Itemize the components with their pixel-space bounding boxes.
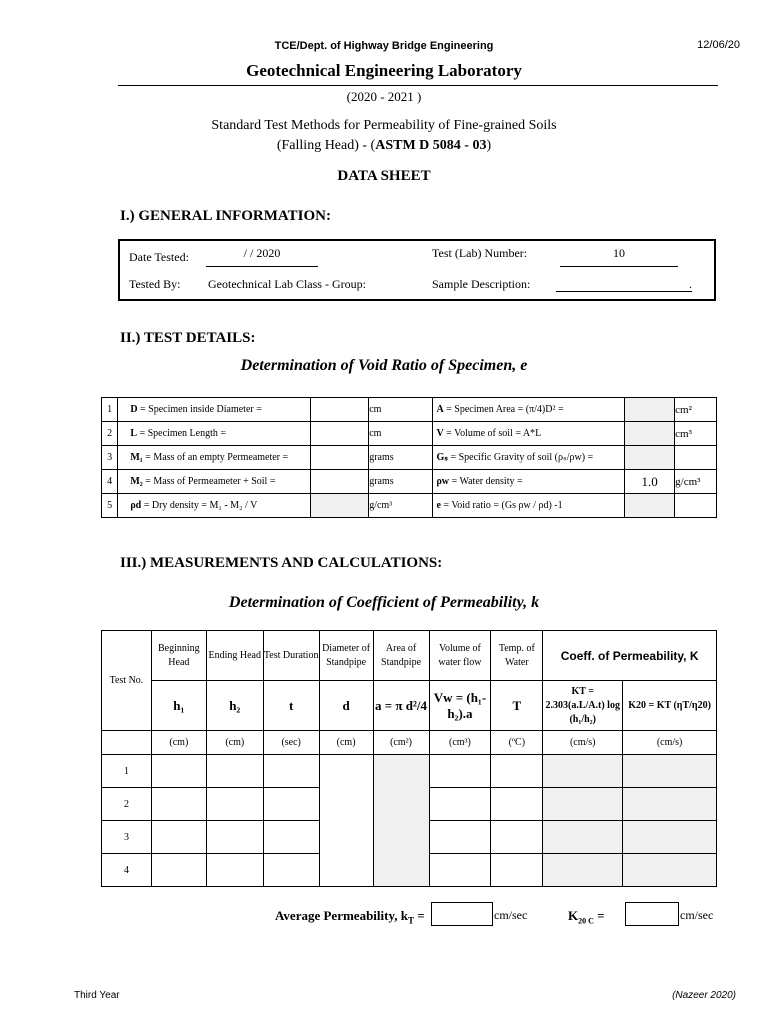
standard-title: Standard Test Methods for Permeability of Fine-grained Soils [211,118,557,133]
parameter-unit: cm [369,398,433,422]
measurement-cell[interactable] [206,854,263,887]
parameter-symbol: D [130,404,138,415]
parameter-symbol: ρd [130,500,142,511]
coeff-header: Coeff. of Permeability, K [543,631,717,681]
column-symbol: d [319,681,373,731]
column-symbol: T [491,681,543,731]
formula-unit: g/cm³ [675,470,717,494]
column-unit: (cm) [206,731,263,755]
formula-label [433,494,625,518]
parameter-input[interactable] [311,470,369,494]
formula-symbol: A [436,404,444,415]
measurement-cell[interactable] [491,788,543,821]
measurement-cell[interactable] [151,755,206,788]
parameter-label [118,398,311,422]
footer-right: (Nazeer 2020) [672,990,736,1001]
formula-text: = Specimen Area = (π/4)D² = [443,404,564,415]
column-symbol: KT = 2.303(a.L/A.t) log (h₁/h₂) [543,681,623,731]
parameter-input[interactable] [311,398,369,422]
measurement-cell[interactable] [206,788,263,821]
formula-text: = Water density = [449,476,523,487]
formula-unit [675,446,717,470]
void-ratio-row [102,398,717,422]
test-number: 3 [102,821,152,854]
date-tested-label: Date Tested: [129,250,189,264]
formula-value[interactable] [625,398,675,422]
tested-by-value[interactable]: Geotechnical Lab Class - Group: [208,277,366,291]
parameter-label [118,494,311,518]
formula-value[interactable]: 1.0 [625,470,675,494]
measurement-cell[interactable] [429,755,491,788]
measurement-cell[interactable] [263,788,319,821]
symbol-row [102,681,717,731]
measurement-cell[interactable] [151,821,206,854]
sample-description-field[interactable]: . [556,277,692,292]
sheet-title: DATA SHEET [337,168,431,184]
formula-text: = Void ratio = (Gs ρw / ρd) -1 [440,500,563,511]
column-title: Area of Standpipe [373,631,429,681]
parameter-symbol: L [130,428,137,439]
column-unit: (ºC) [491,731,543,755]
section-test-details-heading: II.) TEST DETAILS: [120,330,256,346]
column-unit: (cm³) [429,731,491,755]
parameter-input[interactable] [311,446,369,470]
measurement-cell[interactable] [623,821,717,854]
lab-title: Geotechnical Engineering Laboratory [246,61,522,80]
formula-label [433,446,625,470]
parameter-unit: grams [369,470,433,494]
column-unit: (cm) [319,731,373,755]
permeability-table [101,630,717,887]
measurement-cell[interactable] [491,821,543,854]
measurement-cell[interactable] [491,755,543,788]
formula-symbol: Gₛ [436,452,448,463]
test-number: 1 [102,755,152,788]
measurement-cell[interactable] [206,755,263,788]
column-unit: (cm/s) [543,731,623,755]
void-ratio-row [102,422,717,446]
standard-subtitle: (Falling Head) - (ASTM D 5084 - 03) [276,138,492,153]
parameter-unit: grams [369,446,433,470]
measurement-cell[interactable] [429,821,491,854]
measurement-cell[interactable] [263,755,319,788]
column-title: Ending Head [206,631,263,681]
measurement-cell[interactable] [543,821,623,854]
measurement-cell[interactable] [623,755,717,788]
formula-value[interactable] [625,494,675,518]
measurement-cell[interactable] [623,854,717,887]
formula-value[interactable] [625,422,675,446]
average-permeability-unit: cm/sec [494,908,528,922]
parameter-symbol: M₁ [130,452,143,463]
header-row [102,631,717,681]
parameter-input[interactable] [311,494,369,518]
measurement-cell[interactable] [429,788,491,821]
unit-row [102,731,717,755]
column-title: Diameter of Standpipe [319,631,373,681]
test-number: 2 [102,788,152,821]
void-ratio-row [102,494,717,518]
column-unit: (sec) [263,731,319,755]
measurement-cell[interactable] [263,821,319,854]
column-symbol: a = π d²/4 [373,681,429,731]
measurement-cell[interactable] [429,854,491,887]
row-number: 4 [102,470,118,494]
k20-input[interactable] [625,902,679,926]
test-no-header: Test No. [102,631,152,731]
parameter-label [118,422,311,446]
formula-symbol: e [436,500,441,511]
row-number: 2 [102,422,118,446]
column-title: Test Duration [263,631,319,681]
header-date: 12/06/20 [697,39,740,51]
parameter-label [118,446,311,470]
k20-label: $K_{20 C}$ = [568,908,605,926]
void-ratio-subtitle: Determination of Void Ratio of Specimen, e [240,357,528,374]
test-number: 4 [102,854,152,887]
date-tested-field[interactable]: / / 2020 [206,246,318,267]
measurement-cell[interactable] [319,755,373,887]
section-measurements-heading: III.) MEASUREMENTS AND CALCULATIONS: [120,555,443,571]
void-ratio-row [102,470,717,494]
lab-number-field[interactable]: 10 [560,246,678,267]
parameter-text: = Mass of an empty Permeameter = [142,452,289,463]
parameter-text: = Specimen Length = [136,428,227,439]
formula-text: = Specific Gravity of soil (ρₛ/ρw) = [447,452,594,463]
measurement-cell[interactable] [151,854,206,887]
sample-description-label: Sample Description: [432,277,531,291]
parameter-text: = Mass of Permeameter + Soil = [142,476,276,487]
unit-spacer [102,731,152,755]
measurement-cell[interactable] [491,854,543,887]
column-title: Temp. of Water [491,631,543,681]
formula-label [433,398,625,422]
formula-unit [675,494,717,518]
column-unit: (cm/s) [623,731,717,755]
average-permeability-input[interactable] [431,902,493,926]
measurement-cell[interactable] [543,755,623,788]
measurement-cell[interactable] [543,788,623,821]
formula-unit: cm³ [675,422,717,446]
measurement-cell[interactable] [206,821,263,854]
parameter-label [118,470,311,494]
section-general-heading: I.) GENERAL INFORMATION: [120,208,331,224]
column-title: Beginning Head [151,631,206,681]
void-ratio-table [101,397,717,518]
standard-code: ASTM D 5084 - 03 [375,138,487,153]
column-symbol: Vw = (h₁-h₂).a [429,681,491,731]
formula-label [433,470,625,494]
test-row [102,755,717,788]
formula-text: = Volume of soil = A*L [443,428,542,439]
column-unit: (cm) [151,731,206,755]
academic-year: (2020 - 2021 ) [346,89,422,104]
department-name: TCE/Dept. of Highway Bridge Engineering [274,40,494,52]
title-divider [118,85,718,86]
void-ratio-row [102,446,717,470]
measurement-cell[interactable] [263,854,319,887]
column-symbol: t [263,681,319,731]
parameter-unit: cm [369,422,433,446]
average-permeability-label: Average Permeability, $k_T$ = [275,908,425,926]
permeability-subtitle: Determination of Coefficient of Permeability, k [228,594,540,611]
measurement-cell[interactable] [623,788,717,821]
row-number: 5 [102,494,118,518]
formula-label [433,422,625,446]
column-title: Volume of water flow [429,631,491,681]
measurement-cell[interactable] [373,755,429,887]
k20-unit: cm/sec [680,908,714,922]
footer-left: Third Year [74,990,120,1001]
column-unit: (cm²) [373,731,429,755]
formula-unit: cm² [675,398,717,422]
formula-symbol: ρw [436,476,450,487]
formula-symbol: V [436,428,444,439]
column-symbol: K20 = KT (ηT/η20) [623,681,717,731]
row-number: 1 [102,398,118,422]
lab-number-label: Test (Lab) Number: [432,246,528,260]
column-symbol: h₁ [151,681,206,731]
parameter-text: = Specimen inside Diameter = [137,404,262,415]
tested-by-label: Tested By: [129,277,181,291]
measurement-cell[interactable] [151,788,206,821]
parameter-input[interactable] [311,422,369,446]
parameter-unit: g/cm³ [369,494,433,518]
parameter-symbol: M₂ [130,476,143,487]
formula-value[interactable] [625,446,675,470]
row-number: 3 [102,446,118,470]
measurement-cell[interactable] [543,854,623,887]
column-symbol: h₂ [206,681,263,731]
parameter-text: = Dry density = M₁ - M₂ / V [141,500,258,511]
